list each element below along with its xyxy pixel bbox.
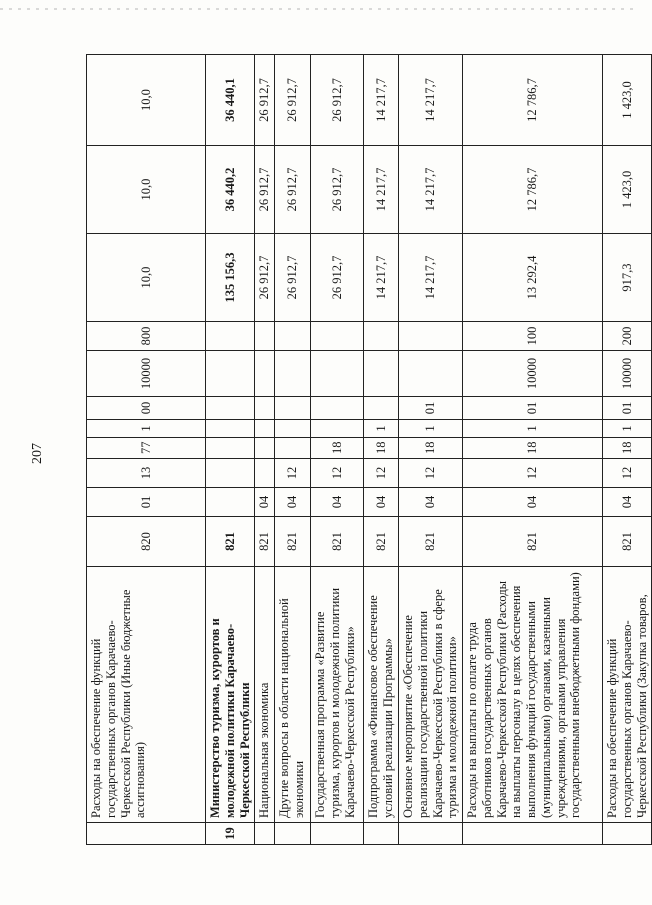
event-code-cell [206,397,255,420]
direction-code-cell [311,351,364,397]
amount-year2-cell: 14 217,7 [364,146,399,234]
table-row [399,55,463,845]
amount-year1-cell: 14 217,7 [364,234,399,322]
table-row [275,55,311,845]
section-code-cell: 04 [603,488,652,517]
amount-year3-cell: 26 912,7 [255,55,275,146]
row-number-cell [463,823,603,845]
table-row [255,55,275,845]
grbs-code-cell: 820 [87,517,206,567]
event-code-cell [364,397,399,420]
expense-type-cell [364,322,399,351]
amount-year1-cell: 26 912,7 [255,234,275,322]
section-code-cell: 04 [463,488,603,517]
program-code-cell [255,438,275,459]
subprogram-code-cell [255,420,275,438]
row-name-cell: Национальная экономика [255,567,275,823]
amount-year3-cell: 1 423,0 [603,55,652,146]
amount-year3-cell: 10,0 [87,55,206,146]
subsection-code-cell: 12 [275,459,311,488]
amount-year1-cell: 10,0 [87,234,206,322]
subsection-code-cell: 12 [399,459,463,488]
amount-year1-cell: 13 292,4 [463,234,603,322]
section-code-cell [206,488,255,517]
event-code-cell: 01 [399,397,463,420]
direction-code-cell: 10000 [603,351,652,397]
program-code-cell: 18 [463,438,603,459]
table-row [87,55,206,845]
row-name-cell: Подпрограмма «Финансовое обеспечение условий реализации Программы» [364,567,399,823]
direction-code-cell: 10000 [463,351,603,397]
subprogram-code-cell: 1 [399,420,463,438]
row-number-cell [311,823,364,845]
page-number: 207 [30,443,45,464]
subprogram-code-cell: 1 [463,420,603,438]
grbs-code-cell: 821 [603,517,652,567]
amount-year3-cell: 14 217,7 [399,55,463,146]
section-code-cell: 04 [311,488,364,517]
amount-year1-cell: 26 912,7 [311,234,364,322]
program-code-cell: 77 [87,438,206,459]
subsection-code-cell: 12 [364,459,399,488]
amount-year2-cell: 1 423,0 [603,146,652,234]
subprogram-code-cell: 1 [87,420,206,438]
amount-year3-cell: 12 786,7 [463,55,603,146]
grbs-code-cell: 821 [463,517,603,567]
row-name-cell: Другие вопросы в области национальной экономики [275,567,311,823]
row-number-cell [255,823,275,845]
expense-type-cell: 800 [87,322,206,351]
direction-code-cell [255,351,275,397]
subprogram-code-cell: 1 [603,420,652,438]
subsection-code-cell: 12 [463,459,603,488]
amount-year3-cell: 26 912,7 [275,55,311,146]
expense-type-cell [275,322,311,351]
subsection-code-cell: 12 [311,459,364,488]
row-number-cell [364,823,399,845]
amount-year2-cell: 10,0 [87,146,206,234]
expense-type-cell [255,322,275,351]
amount-year1-cell: 135 156,3 [206,234,255,322]
direction-code-cell: 10000 [87,351,206,397]
amount-year3-cell: 14 217,7 [364,55,399,146]
grbs-code-cell: 821 [311,517,364,567]
expense-type-cell [399,322,463,351]
amount-year2-cell: 12 786,7 [463,146,603,234]
amount-year2-cell: 36 440,2 [206,146,255,234]
section-code-cell: 04 [255,488,275,517]
amount-year2-cell: 14 217,7 [399,146,463,234]
subsection-code-cell [206,459,255,488]
event-code-cell: 01 [463,397,603,420]
row-name-cell: Расходы на обеспечение функций государственных органов Карачаево-Черкесской Республики (Закупка товаров, [603,567,652,823]
amount-year2-cell: 26 912,7 [311,146,364,234]
expense-type-cell: 200 [603,322,652,351]
row-number-cell [603,823,652,845]
table-row [603,55,652,845]
amount-year1-cell: 26 912,7 [275,234,311,322]
row-number-cell: 19 [206,823,255,845]
budget-table [86,54,652,845]
program-code-cell: 18 [603,438,652,459]
table-row [206,55,255,845]
amount-year2-cell: 26 912,7 [275,146,311,234]
section-code-cell: 04 [399,488,463,517]
subprogram-code-cell [311,420,364,438]
direction-code-cell [399,351,463,397]
table-row [364,55,399,845]
amount-year2-cell: 26 912,7 [255,146,275,234]
subprogram-code-cell [206,420,255,438]
subsection-code-cell [255,459,275,488]
amount-year3-cell: 36 440,1 [206,55,255,146]
direction-code-cell [364,351,399,397]
expense-type-cell: 100 [463,322,603,351]
subsection-code-cell: 13 [87,459,206,488]
amount-year1-cell: 14 217,7 [399,234,463,322]
amount-year1-cell: 917,3 [603,234,652,322]
row-name-cell: Основное мероприятие «Обеспечение реализации государственной политики Карачаево-Черкесской Республики в сфере туризма и молодежной политики» [399,567,463,823]
program-code-cell: 18 [399,438,463,459]
expense-type-cell [206,322,255,351]
direction-code-cell [275,351,311,397]
section-code-cell: 04 [364,488,399,517]
subprogram-code-cell: 1 [364,420,399,438]
expense-type-cell [311,322,364,351]
row-name-cell: Государственная программа «Развитие туризма, курортов и молодежной политики Карачаево-Черкесской Республики» [311,567,364,823]
table-row [311,55,364,845]
program-code-cell: 18 [311,438,364,459]
row-number-cell [399,823,463,845]
amount-year3-cell: 26 912,7 [311,55,364,146]
row-number-cell [275,823,311,845]
grbs-code-cell: 821 [364,517,399,567]
event-code-cell: 00 [87,397,206,420]
event-code-cell [275,397,311,420]
program-code-cell [275,438,311,459]
direction-code-cell [206,351,255,397]
event-code-cell [255,397,275,420]
subsection-code-cell: 12 [603,459,652,488]
row-name-cell: Расходы на обеспечение функций государственных органов Карачаево-Черкесской Республики (Иные бюджетные ассигнования) [87,567,206,823]
section-code-cell: 04 [275,488,311,517]
program-code-cell [206,438,255,459]
grbs-code-cell: 821 [275,517,311,567]
event-code-cell: 01 [603,397,652,420]
event-code-cell [311,397,364,420]
scan-artifact [0,8,634,10]
grbs-code-cell: 821 [399,517,463,567]
program-code-cell: 18 [364,438,399,459]
row-number-cell [87,823,206,845]
row-name-cell: Расходы на выплаты по оплате труда работников государственных органов Карачаево-Черкесской Республики (Расходы на выплаты персоналу в целях обеспечения выполнения функций государственными (муниципальными) органами, казенными учреждениями, органами управления государственными внебюджетными фондами) [463,567,603,823]
grbs-code-cell: 821 [255,517,275,567]
row-name-cell: Министерство туризма, курортов и молодежной политики Карачаево-Черкесской Республики [206,567,255,823]
subprogram-code-cell [275,420,311,438]
grbs-code-cell: 821 [206,517,255,567]
section-code-cell: 01 [87,488,206,517]
budget-table-container [86,55,649,845]
table-row [463,55,603,845]
